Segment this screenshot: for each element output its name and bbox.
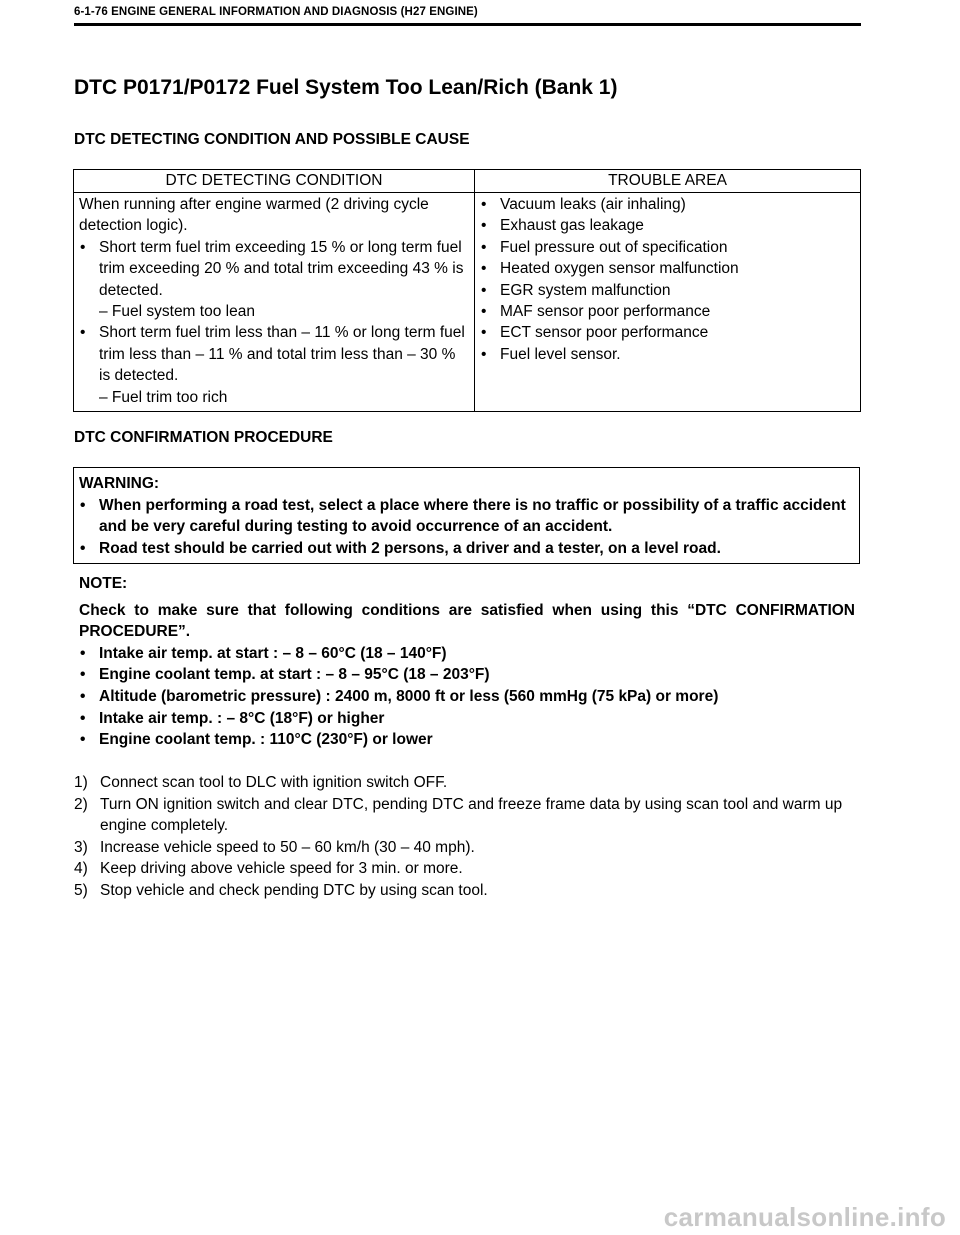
trouble-area-item: • Exhaust gas leakage bbox=[480, 215, 855, 236]
procedure-step bbox=[74, 880, 864, 902]
trouble-area-item: • MAF sensor poor performance bbox=[480, 301, 855, 322]
trouble-area-cell bbox=[475, 193, 861, 412]
procedure-steps bbox=[74, 772, 864, 901]
note-block bbox=[79, 573, 855, 751]
note-item: • Intake air temp. at start : – 8 – 60°C (18 – 140°F) bbox=[79, 643, 855, 665]
condition-subitem: – Fuel system too lean bbox=[99, 303, 255, 321]
trouble-area-item: • ECT sensor poor performance bbox=[480, 322, 855, 343]
condition-item: • Short term fuel trim less than – 11 % or long term fuel trim less than – 11 % and total trim less than – 30 % is detected. bbox=[79, 322, 469, 386]
step-text: Stop vehicle and check pending DTC by using scan tool. bbox=[100, 881, 488, 899]
warning-item: • When performing a road test, select a place where there is no traffic or possibility of a traffic accident and be very careful during testing to avoid occurrence of an accident. bbox=[79, 495, 854, 538]
step-number: 4) bbox=[74, 860, 88, 877]
table-header-condition: DTC DETECTING CONDITION bbox=[74, 170, 475, 193]
step-number: 2) bbox=[74, 795, 88, 813]
note-item: • Intake air temp. : – 8°C (18°F) or higher bbox=[79, 708, 855, 730]
step-number: 5) bbox=[74, 881, 88, 899]
trouble-area-item: • EGR system malfunction bbox=[480, 280, 855, 301]
step-text: Keep driving above vehicle speed for 3 min. or more. bbox=[100, 860, 463, 877]
condition-intro: When running after engine warmed (2 driving cycle detection logic). bbox=[79, 196, 429, 235]
section-heading-detecting-condition: DTC DETECTING CONDITION AND POSSIBLE CAUSE bbox=[74, 131, 470, 148]
note-label: NOTE: bbox=[79, 575, 128, 592]
step-text: Turn ON ignition switch and clear DTC, pending DTC and freeze frame data by using scan tool and warm up engine completely. bbox=[100, 795, 843, 834]
condition-subitem: – Fuel trim too rich bbox=[99, 388, 228, 406]
trouble-area-item: • Heated oxygen sensor malfunction bbox=[480, 258, 855, 279]
condition-item: • Short term fuel trim exceeding 15 % or long term fuel trim exceeding 20 % and total trim exceeding 43 % is detected. bbox=[79, 237, 469, 301]
note-item: • Altitude (barometric pressure) : 2400 m, 8000 ft or less (560 mmHg (75 kPa) or more) bbox=[79, 686, 855, 708]
procedure-step bbox=[74, 858, 864, 880]
step-text: Connect scan tool to DLC with ignition switch OFF. bbox=[100, 774, 448, 791]
dtc-condition-table bbox=[73, 169, 861, 412]
page-title: DTC P0171/P0172 Fuel System Too Lean/Rich (Bank 1) bbox=[74, 76, 618, 99]
trouble-area-item: • Vacuum leaks (air inhaling) bbox=[480, 194, 855, 215]
detecting-condition-cell bbox=[74, 193, 475, 412]
step-text: Increase vehicle speed to 50 – 60 km/h (30 – 40 mph). bbox=[100, 838, 475, 856]
procedure-step bbox=[74, 837, 864, 859]
warning-label: WARNING: bbox=[79, 475, 160, 492]
note-item: • Engine coolant temp. at start : – 8 – 95°C (18 – 203°F) bbox=[79, 664, 855, 686]
note-item: • Engine coolant temp. : 110°C (230°F) or lower bbox=[79, 729, 855, 751]
trouble-area-item: • Fuel pressure out of specification bbox=[480, 237, 855, 258]
trouble-area-item: • Fuel level sensor. bbox=[480, 344, 855, 365]
section-heading-confirmation-procedure: DTC CONFIRMATION PROCEDURE bbox=[74, 429, 333, 446]
header-rule bbox=[74, 23, 861, 26]
step-number: 1) bbox=[74, 774, 88, 791]
note-text: Check to make sure that following conditions are satisfied when using this “DTC CONFIRMATION PROCEDURE”. bbox=[79, 601, 855, 641]
procedure-step bbox=[74, 794, 864, 837]
table-row bbox=[74, 193, 861, 412]
warning-item: • Road test should be carried out with 2 persons, a driver and a tester, on a level road. bbox=[79, 538, 854, 560]
table-header-row bbox=[74, 170, 861, 193]
warning-box bbox=[73, 467, 860, 564]
page-header: 6-1-76 ENGINE GENERAL INFORMATION AND DIAGNOSIS (H27 ENGINE) bbox=[74, 6, 478, 18]
step-number: 3) bbox=[74, 838, 88, 856]
watermark[interactable]: carmanualsonline.info bbox=[663, 1202, 946, 1232]
procedure-step bbox=[74, 772, 864, 794]
table-header-trouble-area: TROUBLE AREA bbox=[475, 170, 861, 193]
